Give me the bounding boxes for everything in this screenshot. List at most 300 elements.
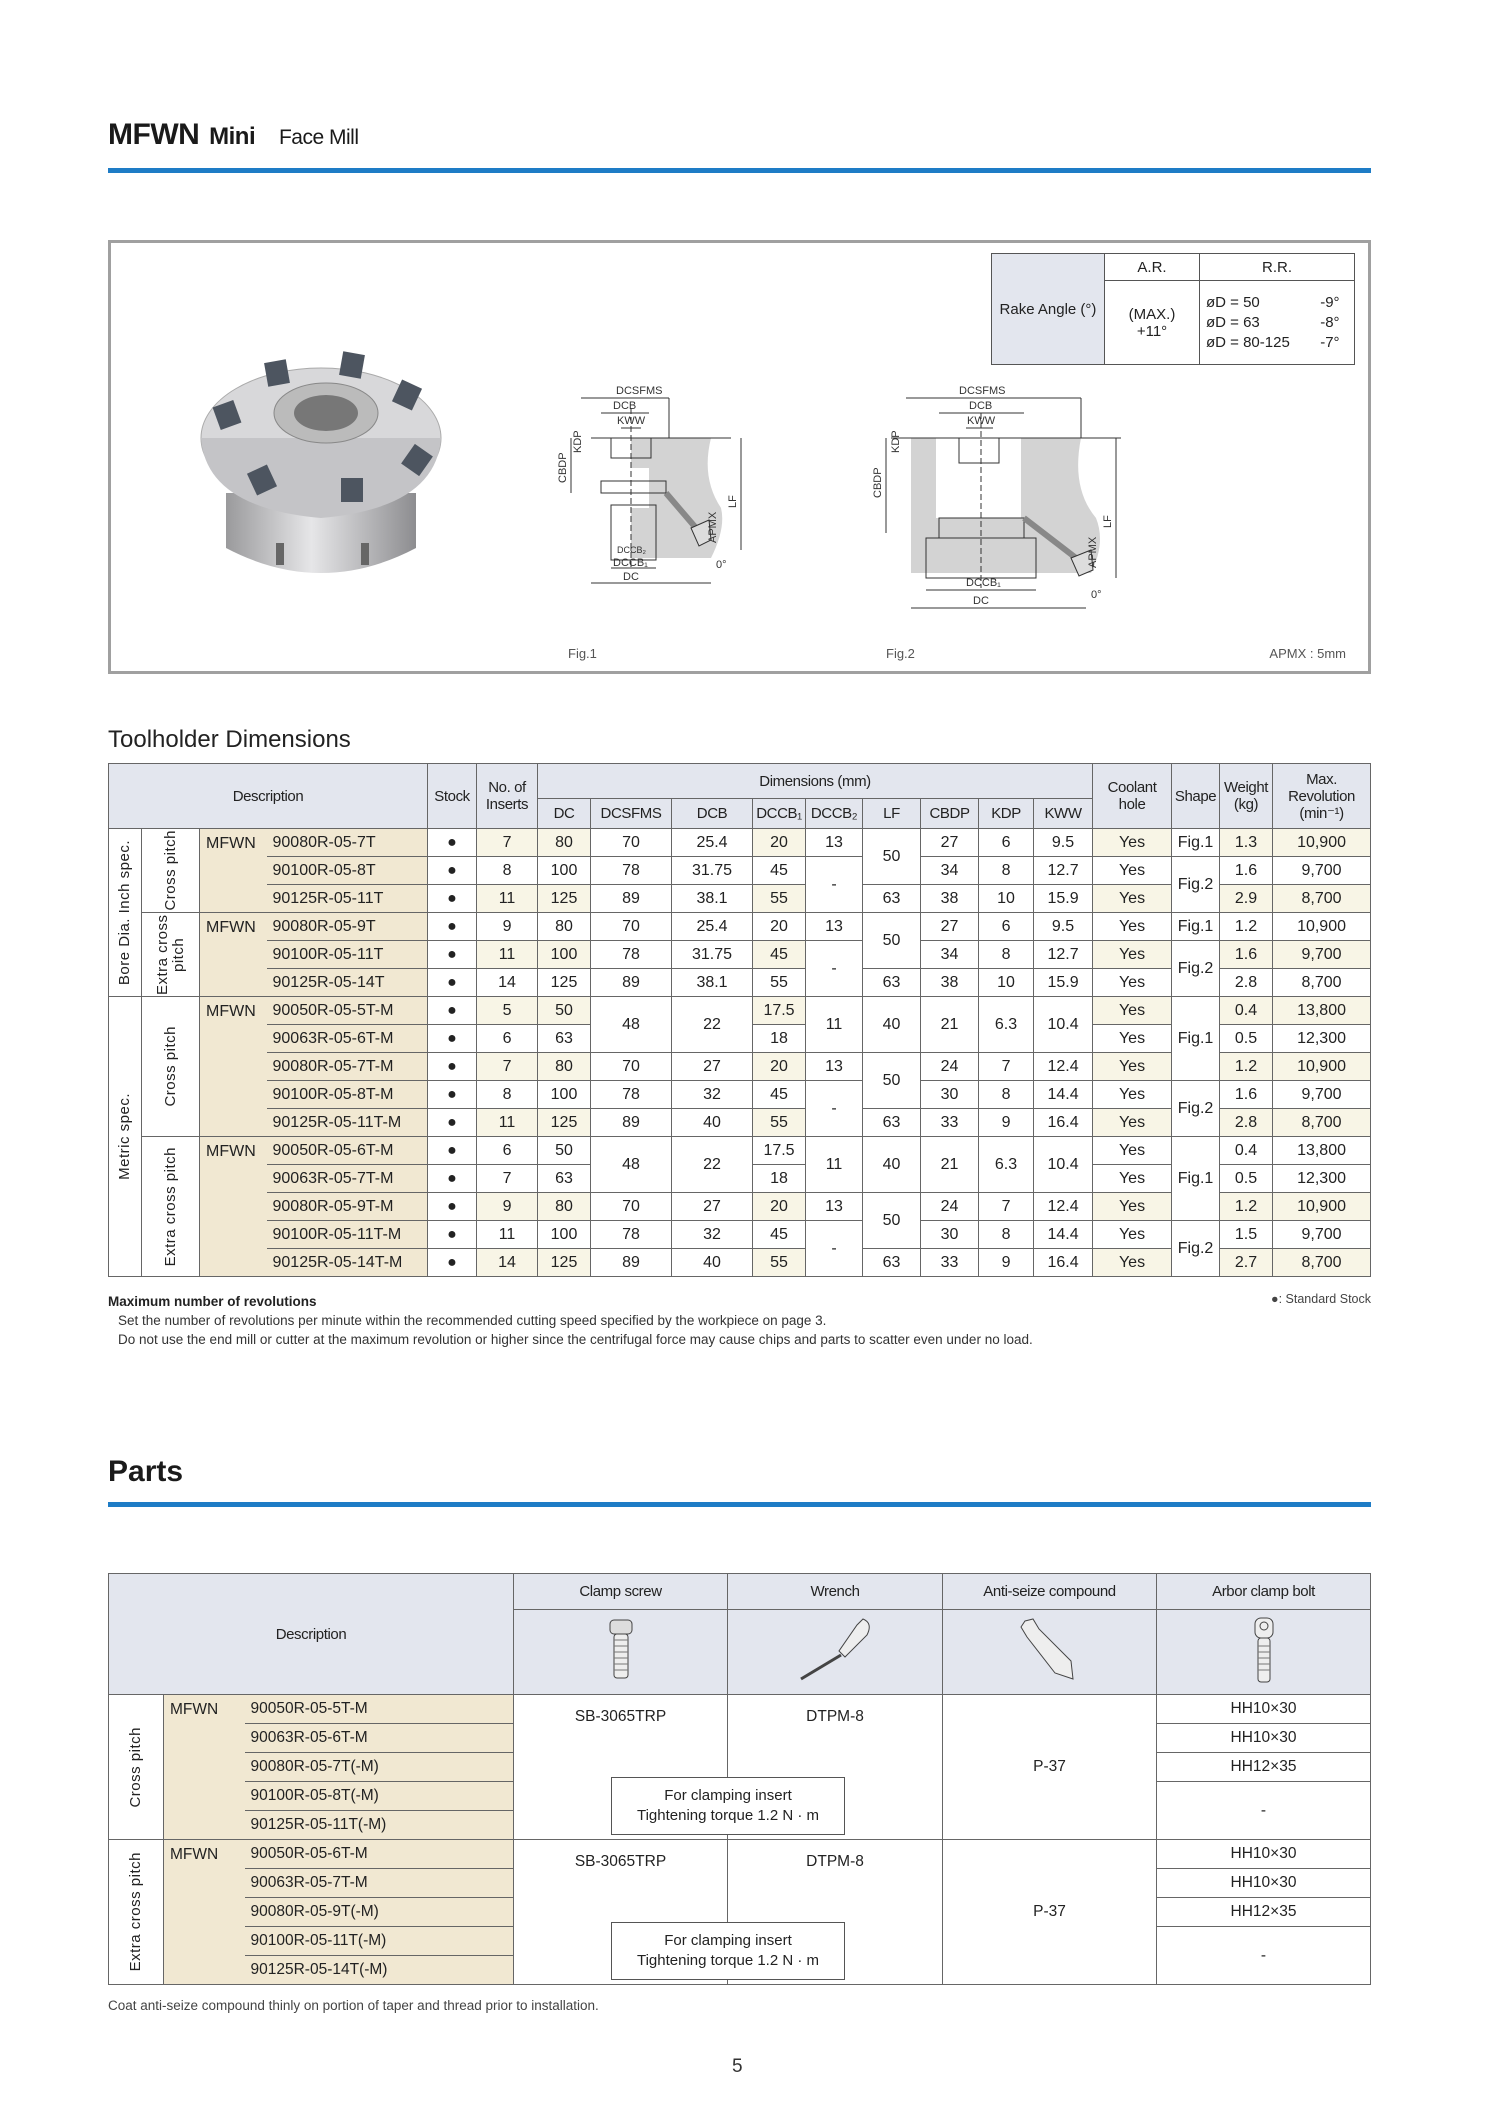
cell-maxrev: 12,300 [1273, 1165, 1371, 1193]
pitch-label [142, 1137, 200, 1277]
col-dcsfms: DCSFMS [591, 799, 672, 829]
cell-dcb: 32 [672, 1221, 753, 1249]
label-dcb: DCB [613, 400, 637, 412]
rake-angle-table [991, 253, 1355, 365]
cell-maxrev: 13,800 [1273, 1137, 1371, 1165]
parts-col-description: Description [109, 1574, 514, 1695]
cell-arbor-bolt: - [1157, 1927, 1371, 1985]
cell-dcsfms: 70 [591, 913, 672, 941]
cell-dcsfms: 48 [591, 997, 672, 1053]
pitch-label-text: Cross pitch [161, 830, 179, 911]
cell-antiseize: P-37 [943, 1840, 1157, 1985]
cell-code: 90100R-05-8T(-M) [245, 1782, 514, 1811]
cell-lf: 63 [863, 1109, 921, 1137]
cell-arbor-bolt: HH10×30 [1157, 1840, 1371, 1869]
cell-dccb2: 11 [806, 1137, 863, 1193]
cell-kdp: 10 [979, 885, 1034, 913]
series-name: MFWN [108, 118, 200, 151]
cell-coolant: Yes [1093, 1053, 1172, 1081]
cell-weight: 0.4 [1220, 997, 1273, 1025]
table-row [109, 913, 1371, 941]
cell-dccb1: 20 [753, 1053, 806, 1081]
parts-table [108, 1573, 1371, 1985]
cell-dc: 80 [538, 829, 591, 857]
cell-inserts: 9 [477, 1193, 538, 1221]
cell-coolant: Yes [1093, 941, 1172, 969]
cell-dcsfms: 78 [591, 1221, 672, 1249]
parts-divider [108, 1502, 1371, 1507]
col-coolant: Coolant hole [1093, 764, 1172, 829]
cell-stock: ● [428, 1221, 477, 1249]
label-dccb1: DCCB₁ [966, 577, 1001, 589]
cell-shape: Fig.2 [1172, 857, 1220, 913]
cell-shape: Fig.2 [1172, 1221, 1220, 1277]
cell-weight: 2.7 [1220, 1249, 1273, 1277]
series-label: MFWN [200, 1137, 267, 1277]
cell-code: 90050R-05-5T-M [267, 997, 428, 1025]
cell-weight: 1.6 [1220, 941, 1273, 969]
cell-weight: 0.4 [1220, 1137, 1273, 1165]
fig1-caption: Fig.1 [568, 646, 597, 661]
label-dc: DC [973, 595, 989, 607]
table-row [109, 1081, 1371, 1109]
label-lf: LF [1102, 515, 1114, 528]
cell-code: 90125R-05-11T-M [267, 1109, 428, 1137]
cell-code: 90125R-05-14T-M [267, 1249, 428, 1277]
cell-shape: Fig.1 [1172, 913, 1220, 941]
cell-dcsfms: 78 [591, 941, 672, 969]
cell-weight: 2.9 [1220, 885, 1273, 913]
col-dccb2: DCCB₂ [806, 799, 863, 829]
cell-kdp: 10 [979, 969, 1034, 997]
arbor-bolt-cell [1157, 1610, 1371, 1695]
col-dc: DC [538, 799, 591, 829]
cell-dccb2: 13 [806, 1193, 863, 1221]
apmx-note: APMX : 5mm [1269, 646, 1346, 661]
cell-shape: Fig.1 [1172, 997, 1220, 1081]
parts-table-body [109, 1695, 1371, 1985]
cell-coolant: Yes [1093, 1109, 1172, 1137]
parts-footnote: Coat anti-seize compound thinly on portion of taper and thread prior to installation. [108, 1998, 599, 2013]
cell-kww: 16.4 [1034, 1249, 1093, 1277]
torque-line: Tightening torque 1.2 N · m [636, 1952, 820, 1969]
cell-dccb2: 13 [806, 913, 863, 941]
cell-maxrev: 10,900 [1273, 913, 1371, 941]
cell-lf: 63 [863, 1249, 921, 1277]
cell-arbor-bolt: HH10×30 [1157, 1869, 1371, 1898]
cell-coolant: Yes [1093, 1221, 1172, 1249]
cell-weight: 1.6 [1220, 857, 1273, 885]
cell-kdp: 8 [979, 941, 1034, 969]
cell-inserts: 5 [477, 997, 538, 1025]
cell-maxrev: 8,700 [1273, 885, 1371, 913]
cell-coolant: Yes [1093, 1137, 1172, 1165]
pitch-label [142, 913, 200, 997]
cell-dccb2: - [806, 941, 863, 997]
cell-dccb1: 55 [753, 885, 806, 913]
cell-code: 90063R-05-6T-M [267, 1025, 428, 1053]
cell-kdp: 6.3 [979, 997, 1034, 1053]
ar-header: A.R. [1105, 254, 1200, 281]
stock-dot-icon: ● [1271, 1292, 1279, 1306]
cell-dccb1: 20 [753, 1193, 806, 1221]
label-cbdp: CBDP [557, 452, 569, 483]
label-kdp: KDP [890, 430, 902, 453]
cell-code: 90080R-05-7T(-M) [245, 1753, 514, 1782]
cell-code: 90080R-05-7T [267, 829, 428, 857]
cell-code: 90080R-05-9T [267, 913, 428, 941]
clamp-screw-icon [606, 1618, 636, 1682]
cell-weight: 1.6 [1220, 1081, 1273, 1109]
cell-maxrev: 8,700 [1273, 1249, 1371, 1277]
cell-code: 90125R-05-14T [267, 969, 428, 997]
cell-lf: 50 [863, 829, 921, 885]
fig1-diagram [551, 368, 811, 628]
toolholder-heading: Toolholder Dimensions [108, 726, 351, 753]
label-zero-angle: 0° [716, 559, 727, 571]
cell-dccb1: 20 [753, 829, 806, 857]
wrench-icon [795, 1617, 875, 1683]
cell-stock: ● [428, 1165, 477, 1193]
rr-diameter: øD = 80-125 [1206, 333, 1290, 351]
cell-dc: 63 [538, 1165, 591, 1193]
antiseize-tube-icon [1015, 1617, 1085, 1683]
cell-dccb1: 20 [753, 913, 806, 941]
pitch-label [109, 1840, 164, 1985]
spec-label-text: Metric spec. [116, 1093, 133, 1180]
cell-dc: 100 [538, 1221, 591, 1249]
cell-dccb1: 17.5 [753, 997, 806, 1025]
cell-kdp: 7 [979, 1193, 1034, 1221]
cell-cbdp: 30 [921, 1221, 979, 1249]
cell-dc: 125 [538, 1249, 591, 1277]
cell-kww: 12.4 [1034, 1053, 1093, 1081]
table-row [109, 1137, 1371, 1165]
stock-legend [1271, 1292, 1371, 1306]
revolution-notes [108, 1292, 1371, 1349]
cell-arbor-bolt: HH10×30 [1157, 1695, 1371, 1724]
torque-box [611, 1922, 845, 1980]
cell-stock: ● [428, 1053, 477, 1081]
cell-lf: 63 [863, 969, 921, 997]
cell-dccb2: 13 [806, 1053, 863, 1081]
cell-weight: 2.8 [1220, 969, 1273, 997]
col-weight: Weight (kg) [1220, 764, 1273, 829]
cell-dcsfms: 89 [591, 969, 672, 997]
cell-stock: ● [428, 1249, 477, 1277]
cell-dcb: 22 [672, 997, 753, 1053]
cell-cbdp: 33 [921, 1249, 979, 1277]
label-dccb2: DCCB₂ [617, 545, 646, 555]
cell-inserts: 7 [477, 1053, 538, 1081]
cell-stock: ● [428, 829, 477, 857]
fig2-caption: Fig.2 [886, 646, 915, 661]
cell-dc: 125 [538, 1109, 591, 1137]
table-row [109, 829, 1371, 857]
label-kdp: KDP [572, 430, 584, 453]
cell-dcsfms: 78 [591, 1081, 672, 1109]
cell-dc: 100 [538, 941, 591, 969]
clamp-screw-cell [514, 1610, 728, 1695]
cell-code: 90080R-05-9T-M [267, 1193, 428, 1221]
rr-header: R.R. [1200, 254, 1355, 281]
parts-row [109, 1695, 1371, 1724]
cell-cbdp: 21 [921, 997, 979, 1053]
cell-dc: 125 [538, 969, 591, 997]
cell-shape: Fig.1 [1172, 829, 1220, 857]
cell-inserts: 7 [477, 829, 538, 857]
cell-stock: ● [428, 1025, 477, 1053]
ar-value [1105, 281, 1200, 365]
cell-dccb2: - [806, 857, 863, 913]
cell-inserts: 11 [477, 1109, 538, 1137]
cell-stock: ● [428, 1109, 477, 1137]
cell-coolant: Yes [1093, 1249, 1172, 1277]
cell-dcb: 25.4 [672, 913, 753, 941]
toolholder-table-body [109, 829, 1371, 1277]
cell-dcb: 31.75 [672, 857, 753, 885]
cell-cbdp: 27 [921, 829, 979, 857]
cell-weight: 2.8 [1220, 1109, 1273, 1137]
parts-col-arbor: Arbor clamp bolt [1157, 1574, 1371, 1610]
cell-kdp: 7 [979, 1053, 1034, 1081]
cell-cbdp: 33 [921, 1109, 979, 1137]
col-stock: Stock [428, 764, 477, 829]
cell-code: 90050R-05-6T-M [267, 1137, 428, 1165]
pitch-label-text: Extra cross pitch [153, 914, 187, 995]
notes-line: Do not use the end mill or cutter at the maximum revolution or higher since the centrifugal force may cause chips and parts to scatter even under no load. [118, 1332, 1033, 1347]
cell-stock: ● [428, 913, 477, 941]
parts-col-wrench: Wrench [728, 1574, 943, 1610]
torque-line: Tightening torque 1.2 N · m [636, 1807, 820, 1824]
series-label: MFWN [164, 1840, 245, 1985]
cell-inserts: 14 [477, 1249, 538, 1277]
cell-inserts: 11 [477, 941, 538, 969]
label-dcsfms: DCSFMS [959, 385, 1006, 397]
cell-kdp: 8 [979, 1221, 1034, 1249]
cell-code: 90125R-05-14T(-M) [245, 1956, 514, 1985]
table-row [109, 1221, 1371, 1249]
cell-inserts: 6 [477, 1137, 538, 1165]
cell-stock: ● [428, 941, 477, 969]
page-title [108, 118, 359, 152]
col-description: Description [109, 764, 428, 829]
col-dimensions: Dimensions (mm) [538, 764, 1093, 799]
cell-dc: 63 [538, 1025, 591, 1053]
rr-values [1200, 281, 1355, 365]
rr-diameter: øD = 50 [1206, 293, 1260, 311]
label-apmx: APMX [707, 511, 719, 543]
cell-coolant: Yes [1093, 913, 1172, 941]
cell-dcsfms: 70 [591, 1193, 672, 1221]
table-row [109, 941, 1371, 969]
cell-code: 90100R-05-8T [267, 857, 428, 885]
cell-inserts: 11 [477, 885, 538, 913]
cell-maxrev: 10,900 [1273, 829, 1371, 857]
cell-inserts: 8 [477, 1081, 538, 1109]
cell-shape: Fig.1 [1172, 1137, 1220, 1221]
pitch-label-text: Cross pitch [161, 1026, 179, 1107]
cell-dc: 80 [538, 1193, 591, 1221]
page-subtitle: Face Mill [278, 126, 359, 149]
spec-label [109, 997, 142, 1277]
cell-dcsfms: 70 [591, 1053, 672, 1081]
spec-label [109, 829, 142, 997]
parts-heading: Parts [108, 1455, 184, 1488]
notes-line: Set the number of revolutions per minute within the recommended cutting speed specified by the workpiece on page 3. [118, 1313, 827, 1328]
cell-dcb: 27 [672, 1193, 753, 1221]
cell-maxrev: 9,700 [1273, 941, 1371, 969]
label-zero-angle: 0° [1091, 589, 1102, 601]
rr-diameter: øD = 63 [1206, 313, 1260, 331]
series-variant: Mini [209, 123, 256, 150]
cell-kdp: 9 [979, 1249, 1034, 1277]
series-label: MFWN [200, 913, 267, 997]
cell-dccb1: 45 [753, 1221, 806, 1249]
col-maxrev: Max. Revolution (min⁻¹) [1273, 764, 1371, 829]
label-dccb1: DCCB₁ [613, 557, 648, 569]
col-dccb1: DCCB₁ [753, 799, 806, 829]
cell-dccb2: - [806, 1081, 863, 1137]
cell-lf: 50 [863, 1193, 921, 1249]
pitch-label [142, 997, 200, 1137]
cell-dccb1: 17.5 [753, 1137, 806, 1165]
cell-lf: 40 [863, 1137, 921, 1193]
col-dcb: DCB [672, 799, 753, 829]
cell-maxrev: 12,300 [1273, 1025, 1371, 1053]
cell-dccb1: 45 [753, 857, 806, 885]
cell-cbdp: 27 [921, 913, 979, 941]
cell-cbdp: 24 [921, 1053, 979, 1081]
cell-stock: ● [428, 857, 477, 885]
clamp-screw-code: SB-3065TRP [574, 1853, 667, 1870]
cell-dc: 80 [538, 1053, 591, 1081]
clamp-screw-code: SB-3065TRP [574, 1708, 667, 1725]
cell-kww: 15.9 [1034, 969, 1093, 997]
cell-wrench: DTPM-8 [728, 1840, 943, 1985]
toolholder-table [108, 763, 1371, 1277]
cell-code: 90063R-05-7T-M [267, 1165, 428, 1193]
parts-col-clamp: Clamp screw [514, 1574, 728, 1610]
cell-arbor-bolt: HH12×35 [1157, 1753, 1371, 1782]
pitch-label-text: Extra cross pitch [127, 1852, 144, 1972]
figure-panel [108, 240, 1371, 674]
cell-inserts: 14 [477, 969, 538, 997]
cell-dc: 80 [538, 913, 591, 941]
pitch-label [142, 829, 200, 913]
cell-stock: ● [428, 885, 477, 913]
cell-kww: 15.9 [1034, 885, 1093, 913]
cell-code: 90063R-05-6T-M [245, 1724, 514, 1753]
cell-dcb: 40 [672, 1249, 753, 1277]
cell-kww: 14.4 [1034, 1081, 1093, 1109]
cell-maxrev: 9,700 [1273, 1221, 1371, 1249]
col-shape: Shape [1172, 764, 1220, 829]
cell-dccb2: - [806, 1221, 863, 1277]
cell-antiseize: P-37 [943, 1695, 1157, 1840]
cell-kww: 12.7 [1034, 941, 1093, 969]
label-dcsfms: DCSFMS [616, 385, 663, 397]
cell-stock: ● [428, 1193, 477, 1221]
cell-dc: 100 [538, 1081, 591, 1109]
cell-weight: 0.5 [1220, 1025, 1273, 1053]
cell-coolant: Yes [1093, 857, 1172, 885]
cell-kdp: 6 [979, 913, 1034, 941]
cell-cbdp: 38 [921, 885, 979, 913]
label-cbdp: CBDP [872, 467, 884, 498]
cell-dccb2: 11 [806, 997, 863, 1053]
cell-code: 90125R-05-11T(-M) [245, 1811, 514, 1840]
cell-coolant: Yes [1093, 885, 1172, 913]
cell-code: 90100R-05-11T [267, 941, 428, 969]
series-label: MFWN [164, 1695, 245, 1840]
cell-lf: 50 [863, 1053, 921, 1109]
cell-kdp: 8 [979, 1081, 1034, 1109]
cell-inserts: 6 [477, 1025, 538, 1053]
cell-code: 90125R-05-11T [267, 885, 428, 913]
cell-code: 90080R-05-9T(-M) [245, 1898, 514, 1927]
ar-max-value: +11° [1136, 322, 1168, 340]
cell-coolant: Yes [1093, 1193, 1172, 1221]
cell-inserts: 7 [477, 1165, 538, 1193]
cell-dc: 100 [538, 857, 591, 885]
cell-stock: ● [428, 1137, 477, 1165]
cell-cbdp: 34 [921, 857, 979, 885]
cell-code: 90050R-05-5T-M [245, 1695, 514, 1724]
cell-kww: 12.4 [1034, 1193, 1093, 1221]
cell-maxrev: 8,700 [1273, 969, 1371, 997]
col-lf: LF [863, 799, 921, 829]
cell-code: 90080R-05-7T-M [267, 1053, 428, 1081]
label-lf: LF [727, 495, 739, 508]
cell-dc: 50 [538, 997, 591, 1025]
cell-kww: 16.4 [1034, 1109, 1093, 1137]
cell-lf: 40 [863, 997, 921, 1053]
cell-coolant: Yes [1093, 997, 1172, 1025]
cell-dcb: 38.1 [672, 969, 753, 997]
cell-dcb: 38.1 [672, 885, 753, 913]
fig2-diagram [871, 368, 1191, 628]
cell-weight: 1.2 [1220, 1193, 1273, 1221]
rr-angle: -9° [1320, 293, 1340, 311]
cell-kdp: 6 [979, 829, 1034, 857]
cell-wrench: DTPM-8 [728, 1695, 943, 1840]
cell-coolant: Yes [1093, 1165, 1172, 1193]
cell-maxrev: 9,700 [1273, 1081, 1371, 1109]
pitch-label-text: Cross pitch [127, 1726, 144, 1808]
notes-title: Maximum number of revolutions [108, 1294, 317, 1309]
cell-weight: 1.5 [1220, 1221, 1273, 1249]
cell-weight: 1.2 [1220, 1053, 1273, 1081]
parts-row [109, 1840, 1371, 1869]
cell-kww: 12.7 [1034, 857, 1093, 885]
label-dcb: DCB [969, 400, 993, 412]
face-mill-photo [181, 343, 451, 588]
cell-dcsfms: 78 [591, 857, 672, 885]
cell-weight: 1.3 [1220, 829, 1273, 857]
cell-dcsfms: 70 [591, 829, 672, 857]
cell-dcb: 40 [672, 1109, 753, 1137]
cell-lf: 50 [863, 913, 921, 969]
cell-maxrev: 10,900 [1273, 1053, 1371, 1081]
cell-arbor-bolt: HH10×30 [1157, 1724, 1371, 1753]
cell-kww: 9.5 [1034, 829, 1093, 857]
col-inserts: No. of Inserts [477, 764, 538, 829]
antiseize-cell [943, 1610, 1157, 1695]
cell-dcb: 31.75 [672, 941, 753, 969]
cell-weight: 1.2 [1220, 913, 1273, 941]
cell-kww: 10.4 [1034, 997, 1093, 1053]
